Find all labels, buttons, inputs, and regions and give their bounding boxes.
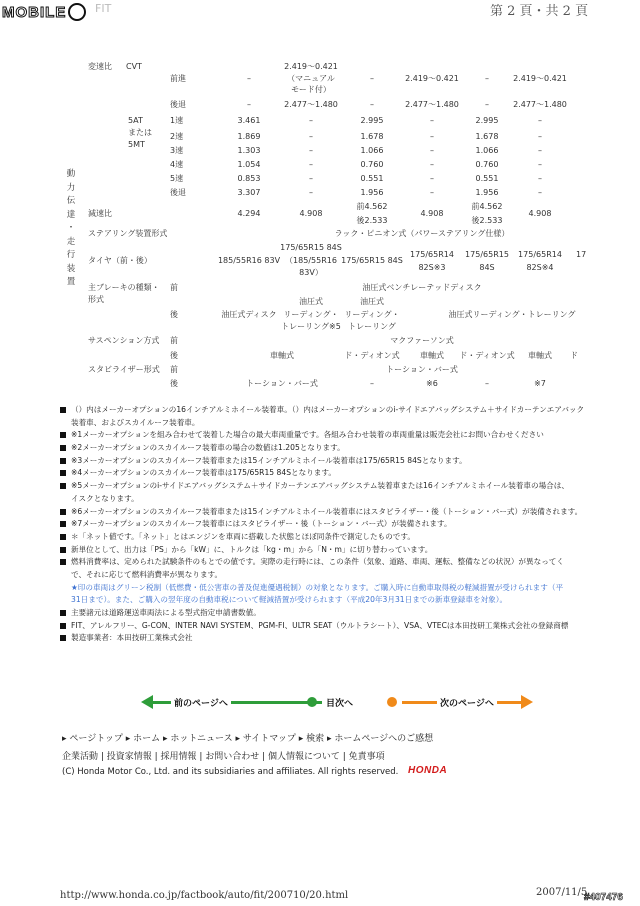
spec-cell: – bbox=[309, 160, 313, 169]
bullet-square-icon bbox=[60, 445, 66, 451]
spec-cell: 前4.562 bbox=[471, 202, 503, 211]
bullet-square-icon bbox=[60, 635, 66, 641]
bullet-square-icon bbox=[60, 559, 66, 565]
note-item bbox=[60, 467, 640, 480]
spec-cell: 前4.562 bbox=[356, 202, 388, 211]
spec-cell: ラック・ピニオン式（パワーステアリング仕様） bbox=[334, 229, 510, 238]
spec-cell: 175/65R15 84S bbox=[341, 256, 403, 265]
note-text: 31日まで）。また、ご購入の翌年度の自動車税について軽減措置が受けられます（平成20年3月31日までの新車登録車を対象）。 bbox=[71, 595, 508, 605]
page-navigation bbox=[147, 694, 577, 710]
spec-cell: スタビライザー形式 bbox=[88, 365, 160, 374]
spec-cell: 0.551 bbox=[475, 174, 499, 183]
spec-cell: 4.294 bbox=[237, 209, 261, 218]
spec-cell: ド・ディオン式 bbox=[344, 351, 400, 360]
prev-arrow-icon[interactable] bbox=[141, 694, 155, 710]
spec-cell: 形式 bbox=[88, 295, 104, 304]
note-item bbox=[60, 544, 640, 557]
spec-cell: 2.477～1.480 bbox=[405, 100, 459, 109]
spec-cell: ※6 bbox=[426, 379, 438, 388]
spec-cell: 1.066 bbox=[475, 146, 499, 155]
spec-cell: – bbox=[538, 116, 542, 125]
spec-cell: 83V） bbox=[299, 268, 323, 277]
spec-cell: 4.908 bbox=[420, 209, 444, 218]
spec-cell: – bbox=[309, 188, 313, 197]
side-header-char: 達 bbox=[66, 209, 76, 220]
spec-cell: 車軸式 bbox=[420, 351, 444, 360]
spec-cell: 前進 bbox=[170, 74, 186, 83]
note-item bbox=[60, 556, 640, 569]
spec-cell: – bbox=[430, 132, 434, 141]
note-text: ※7メーカーオプションのスカイルーフ装着車にはスタビライザー・後（トーション・バー式）が装備されます。 bbox=[71, 519, 452, 529]
spec-cell: 1速 bbox=[170, 116, 184, 125]
side-header-char: 伝 bbox=[66, 196, 76, 206]
note-item bbox=[60, 518, 640, 531]
spec-cell: トーション・バー式 bbox=[246, 379, 318, 388]
spec-cell: 5速 bbox=[170, 174, 184, 183]
spec-cell: 3.461 bbox=[237, 116, 261, 125]
index-dot-icon bbox=[307, 697, 317, 707]
spec-cell: 後2.533 bbox=[471, 216, 503, 225]
spec-cell: – bbox=[538, 174, 542, 183]
note-text: イスクとなります。 bbox=[71, 493, 139, 503]
spec-cell: ※7 bbox=[534, 379, 546, 388]
footer-links-primary[interactable]: ▸ ページトップ ▸ ホーム ▸ ホットニュース ▸ サイトマップ ▸ 検索 ▸ ホームページへのご感想 bbox=[62, 734, 434, 744]
prev-page-link[interactable]: 前のページへ bbox=[171, 696, 231, 709]
next-page-link[interactable]: 次のページへ bbox=[437, 696, 497, 709]
bullet-square-icon bbox=[60, 534, 66, 540]
bullet-square-icon bbox=[60, 458, 66, 464]
note-item bbox=[60, 531, 640, 544]
spec-cell: トレーリング bbox=[348, 322, 396, 331]
spec-cell: 1.956 bbox=[360, 188, 384, 197]
spec-cell: ド・ディオン式 bbox=[459, 351, 515, 360]
spec-cell: 82S※4 bbox=[526, 263, 554, 272]
spec-cell: – bbox=[430, 188, 434, 197]
spec-cell: 車軸式 bbox=[528, 351, 552, 360]
side-header-char: 行 bbox=[66, 250, 76, 260]
spec-cell: 82S※3 bbox=[418, 263, 446, 272]
side-header-char: 置 bbox=[66, 277, 76, 287]
spec-cell: – bbox=[309, 146, 313, 155]
spec-cell: 175/65R14 bbox=[410, 250, 454, 259]
spec-cell: ド bbox=[570, 351, 578, 360]
spec-cell: 油圧式リーディング・トレーリング bbox=[448, 310, 576, 319]
note-item bbox=[60, 620, 640, 633]
spec-cell: 2速 bbox=[170, 132, 184, 141]
page-number: 第 2 頁・共 2 頁 bbox=[490, 4, 589, 19]
note-text: 製造事業者：本田技研工業株式会社 bbox=[71, 633, 193, 643]
spec-cell: 1.678 bbox=[360, 132, 384, 141]
spec-cell: 5AT bbox=[128, 116, 143, 125]
note-text: ★印の車両はグリーン税制（低燃費・低公害車の普及促進優遇税制）の対象となります。ご購入時に自動車取得税の軽減措置が受けられます（平 bbox=[71, 582, 564, 592]
spec-cell: 主ブレーキの種類・ bbox=[88, 283, 160, 292]
spec-cell: 後 bbox=[170, 379, 178, 388]
page-url: http://www.honda.co.jp/factbook/auto/fit/200710/20.html bbox=[60, 890, 349, 901]
spec-cell: 1.678 bbox=[475, 132, 499, 141]
spec-cell: 油圧式ディスク bbox=[221, 310, 277, 319]
spec-cell: 175/65R14 bbox=[518, 250, 562, 259]
spec-cell: CVT bbox=[126, 62, 142, 71]
note-item bbox=[60, 404, 640, 417]
spec-cell: （185/55R16 bbox=[285, 256, 337, 265]
note-item bbox=[60, 632, 640, 645]
spec-cell: 2.419～0.421 bbox=[284, 62, 338, 71]
spec-cell: または bbox=[128, 128, 152, 137]
spec-cell: 4.908 bbox=[528, 209, 552, 218]
spec-cell: 1.066 bbox=[360, 146, 384, 155]
note-text: ※2メーカーオプションのスカイルーフ装着車の場合の数値は1.205となります。 bbox=[71, 443, 345, 453]
note-text: 装着車、およびスカイルーフ装着車。 bbox=[71, 417, 200, 427]
spec-cell: 1.869 bbox=[237, 132, 261, 141]
side-header-char: 力 bbox=[66, 182, 76, 193]
bullet-square-icon bbox=[60, 432, 66, 438]
spec-cell: モード付） bbox=[291, 85, 331, 94]
spec-cell: 変速比 bbox=[88, 62, 112, 71]
next-dot-icon bbox=[387, 697, 397, 707]
spec-cell: 2.419～0.421 bbox=[405, 74, 459, 83]
note-item bbox=[60, 442, 640, 455]
spec-cell: トーション・バー式 bbox=[386, 365, 458, 374]
note-text: ※1メーカーオプションを組み合わせて装着した場合の最大車両重量です。各組み合わせ装着の車両重量は販売会社にお問い合わせください bbox=[71, 430, 544, 440]
spec-cell: サスペンション方式 bbox=[88, 336, 160, 345]
spec-cell: – bbox=[309, 132, 313, 141]
note-item bbox=[60, 455, 640, 468]
bullet-square-icon bbox=[60, 623, 66, 629]
mobile01-logo bbox=[2, 3, 86, 21]
spec-cell: – bbox=[485, 74, 489, 83]
spec-cell: – bbox=[309, 116, 313, 125]
spec-cell: 前 bbox=[170, 283, 178, 292]
spec-cell: 3.307 bbox=[237, 188, 261, 197]
side-header-char: ・ bbox=[66, 223, 76, 233]
note-text: ＊「ネット値です。「ネット」とはエンジンを車両に搭載した状態とほぼ同条件で測定したものです。 bbox=[71, 531, 415, 541]
spec-cell: ステアリング装置形式 bbox=[88, 229, 168, 238]
spec-cell: 84S bbox=[479, 263, 495, 272]
spec-cell: – bbox=[485, 379, 489, 388]
spec-cell: 後 bbox=[170, 310, 178, 319]
spec-cell: 1.956 bbox=[475, 188, 499, 197]
note-item bbox=[60, 594, 640, 607]
spec-cell: – bbox=[247, 100, 251, 109]
spec-cell: リーディング・ bbox=[283, 310, 339, 319]
note-text: 新単位として、出力は「PS」から「kW」に、トルクは「kg・m」から「N・m」に切り替わっています。 bbox=[71, 544, 433, 554]
bullet-square-icon bbox=[60, 509, 66, 515]
note-text: ※6メーカーオプションのスカイルーフ装着車または15インチアルミホイール装着車にはスタビライザー・後（トーション・バー式）が装備されます。 bbox=[71, 506, 583, 516]
bullet-square-icon bbox=[60, 547, 66, 553]
side-header-char: 動 bbox=[66, 169, 76, 179]
spec-cell: 2.477～1.480 bbox=[513, 100, 567, 109]
spec-cell: – bbox=[538, 188, 542, 197]
honda-logo: HONDA bbox=[408, 765, 448, 776]
spec-cell: – bbox=[309, 174, 313, 183]
spec-cell: 0.760 bbox=[360, 160, 384, 169]
logo-text: MOBILE bbox=[2, 3, 67, 21]
spec-cell: – bbox=[538, 160, 542, 169]
note-text: で、それに応じて燃料消費率が異なります。 bbox=[71, 569, 223, 579]
spec-side-header bbox=[66, 168, 76, 290]
spec-cell: 185/55R16 83V bbox=[217, 256, 281, 265]
side-header-char: 装 bbox=[66, 263, 76, 274]
spec-cell: 2.995 bbox=[475, 116, 499, 125]
note-text: 主要諸元は道路運送車両法による型式指定申請書数値。 bbox=[71, 608, 261, 617]
spec-cell: – bbox=[370, 74, 374, 83]
spec-cell: （マニュアル bbox=[287, 74, 335, 83]
spec-cell: タイヤ（前・後） bbox=[88, 256, 152, 265]
spec-cell: – bbox=[247, 74, 251, 83]
spec-cell: – bbox=[370, 100, 374, 109]
spec-cell: 17 bbox=[576, 250, 587, 259]
spec-cell: 175/65R15 bbox=[465, 250, 509, 259]
bullet-square-icon bbox=[60, 610, 66, 616]
spec-cell: – bbox=[370, 379, 374, 388]
spec-cell: – bbox=[430, 160, 434, 169]
bullet-square-icon bbox=[60, 407, 66, 413]
spec-cell: マクファーソン式 bbox=[390, 336, 454, 345]
note-item bbox=[60, 429, 640, 442]
spec-cell: – bbox=[538, 132, 542, 141]
note-text: ※3メーカーオプションのスカイルーフ装着車または15インチアルミホイール装着車は175/65R15 84Sとなります。 bbox=[71, 455, 467, 465]
spec-cell: – bbox=[430, 116, 434, 125]
print-date: 2007/11/5 bbox=[536, 887, 588, 898]
spec-cell: 油圧式 bbox=[299, 297, 323, 306]
spec-cell: リーディング・ bbox=[344, 310, 400, 319]
spec-cell: 後退 bbox=[170, 100, 186, 109]
spec-cell: 2.419～0.421 bbox=[513, 74, 567, 83]
spec-cell: 0.551 bbox=[360, 174, 384, 183]
spec-cell: 0.760 bbox=[475, 160, 499, 169]
spec-cell: 4速 bbox=[170, 160, 184, 169]
spec-cell: トレーリング※5 bbox=[281, 322, 341, 331]
spec-cell: 後退 bbox=[170, 188, 186, 197]
spec-cell: 前 bbox=[170, 336, 178, 345]
bullet-square-icon bbox=[60, 521, 66, 527]
spec-cell: 2.995 bbox=[360, 116, 384, 125]
footer-links-secondary[interactable]: 企業活動 | 投資家情報 | 採用情報 | お問い合わせ | 個人情報について | 免責事項 bbox=[62, 752, 385, 762]
side-header-char: 走 bbox=[66, 236, 76, 247]
note-text: 燃料消費率は、定められた試験条件のもとでの値です。実際の走行時には、この条件（気象、道路、車両、運転、整備などの状況）が異なってく bbox=[71, 557, 564, 567]
spec-cell: 車軸式 bbox=[270, 351, 294, 360]
note-text: ※4メーカーオプションのスカイルーフ装着車は175/65R15 84Sとなります。 bbox=[71, 468, 336, 478]
next-arrow-icon[interactable] bbox=[519, 694, 533, 710]
logo-ring-icon bbox=[68, 3, 86, 21]
spec-cell: – bbox=[430, 146, 434, 155]
spec-cell: – bbox=[430, 174, 434, 183]
note-text: FIT、アレルフリー、G-CON、INTER NAVI SYSTEM、PGM-FI、ULTR SEAT（ウルトラシート）、VSA、VTECは本田技研工業株式会社の登録商標 bbox=[71, 620, 569, 630]
spec-cell: 減速比 bbox=[88, 209, 112, 218]
note-text: （）内はメーカーオプションの16インチアルミホイール装着車。（）内はメーカーオプションのi-サイドエアバッグシステム＋サイドカーテンエアバック bbox=[71, 405, 585, 414]
spec-cell: 前 bbox=[170, 365, 178, 374]
spec-cell: 3速 bbox=[170, 146, 184, 155]
spec-cell: 4.908 bbox=[299, 209, 323, 218]
watermark-id: #407476 bbox=[584, 892, 623, 903]
index-link[interactable]: 目次へ bbox=[323, 696, 356, 709]
spec-cell: 0.853 bbox=[237, 174, 261, 183]
note-item bbox=[60, 582, 640, 595]
note-text: ※5メーカーオプションのi-サイドエアバッグシステム＋サイドカーテンエアバッグシステム装着車または16インチアルミホイール装着車の場合は、 bbox=[71, 481, 569, 491]
note-item bbox=[60, 480, 640, 493]
spec-cell: 油圧式 bbox=[360, 297, 384, 306]
spec-cell: – bbox=[485, 100, 489, 109]
ghost-header-text: FIT bbox=[95, 2, 112, 15]
spec-cell: 1.054 bbox=[237, 160, 261, 169]
note-item bbox=[60, 417, 640, 430]
notes-list bbox=[60, 404, 640, 645]
note-item bbox=[60, 493, 640, 506]
spec-cell: 1.303 bbox=[237, 146, 261, 155]
copyright-text: (C) Honda Motor Co., Ltd. and its subsidiaries and affiliates. All rights reserved. bbox=[62, 767, 399, 777]
spec-cell: 2.477～1.480 bbox=[284, 100, 338, 109]
bullet-square-icon bbox=[60, 483, 66, 489]
bullet-square-icon bbox=[60, 470, 66, 476]
spec-cell: 油圧式ベンチレーテッドディスク bbox=[362, 283, 482, 292]
note-item bbox=[60, 607, 640, 620]
spec-cell: – bbox=[538, 146, 542, 155]
spec-cell: 5MT bbox=[128, 140, 145, 149]
spec-cell: 175/65R15 84S bbox=[280, 243, 342, 252]
spec-cell: 後 bbox=[170, 351, 178, 360]
note-item bbox=[60, 569, 640, 582]
note-item bbox=[60, 506, 640, 519]
spec-cell: 後2.533 bbox=[356, 216, 388, 225]
